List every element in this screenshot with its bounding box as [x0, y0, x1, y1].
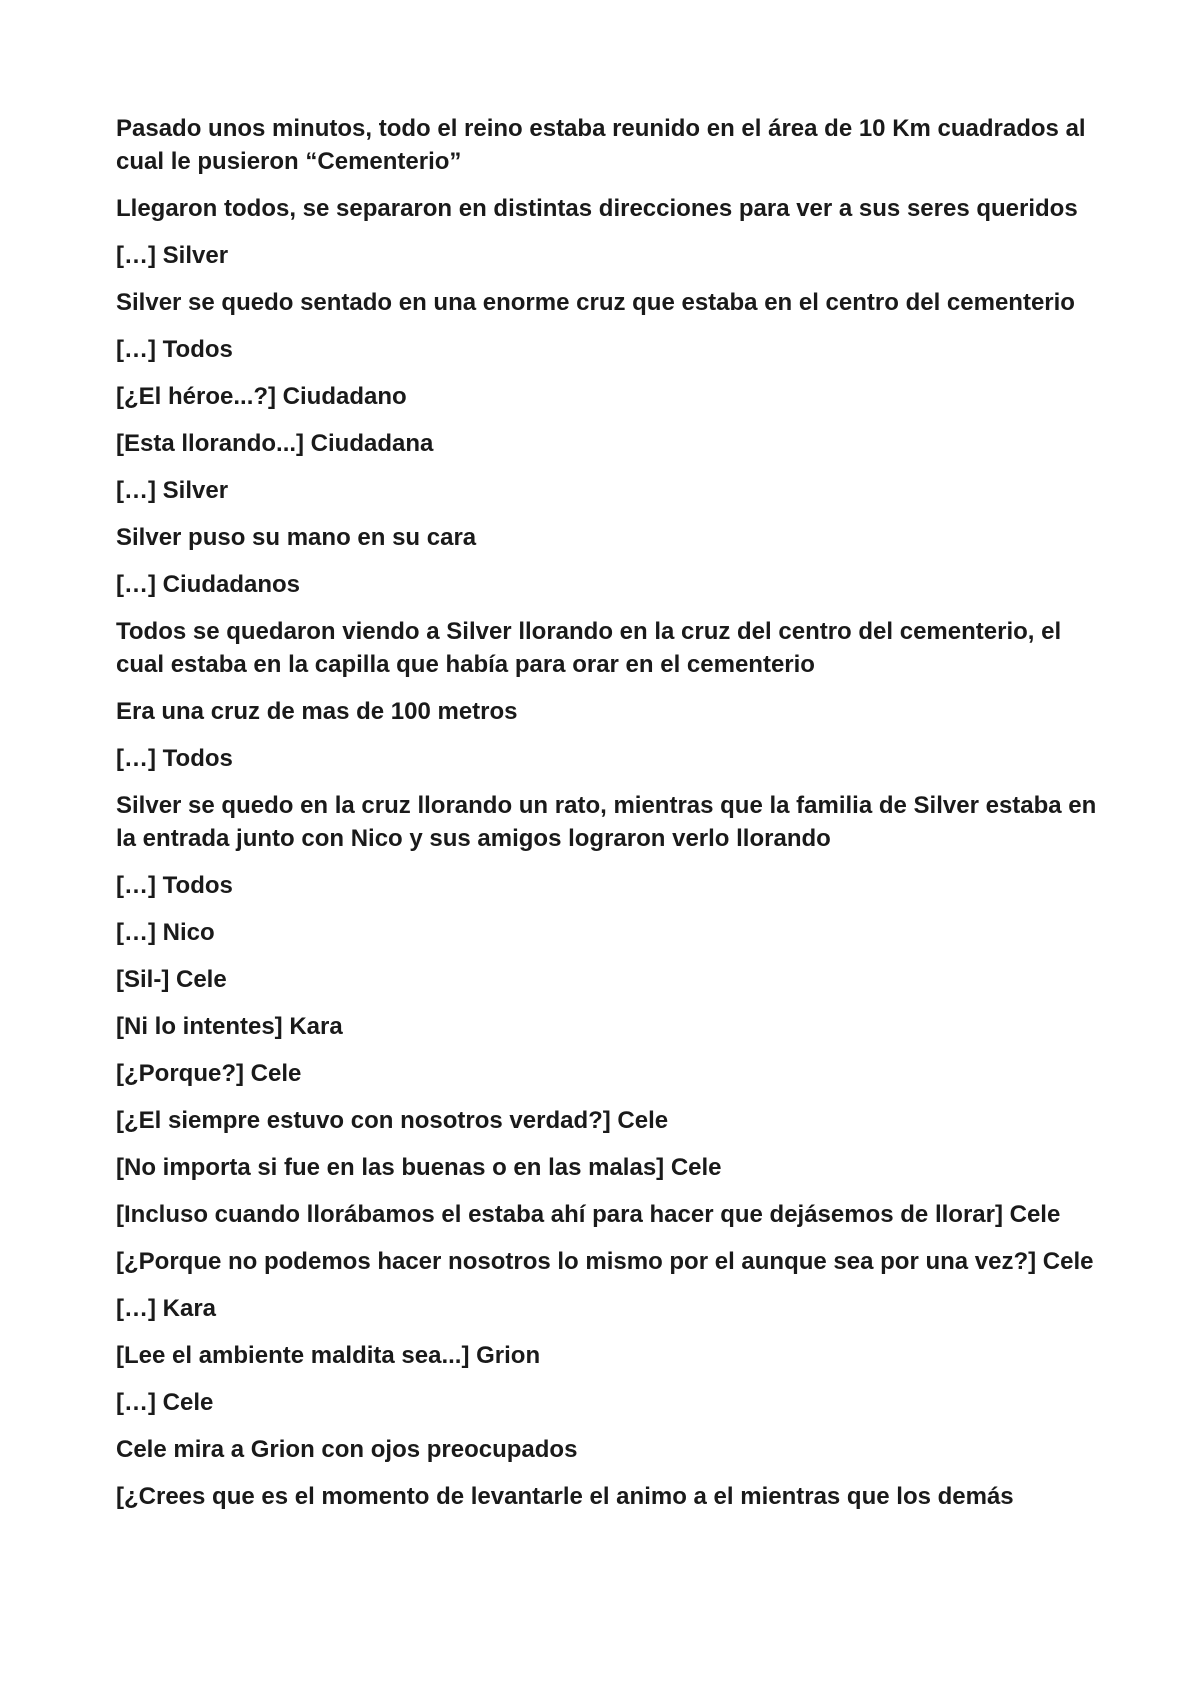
- paragraph: [¿Porque no podemos hacer nosotros lo mismo por el aunque sea por una vez?] Cele: [116, 1248, 1094, 1275]
- paragraph: [¿El siempre estuvo con nosotros verdad?] Cele: [116, 1107, 669, 1134]
- paragraph: [¿Crees que es el momento de levantarle el animo a el mientras que los demás: [116, 1483, 1014, 1510]
- paragraph: Todos se quedaron viendo a Silver llorando en la cruz del centro del cementerio, el cual estaba en la capilla que había para orar en el cementerio: [116, 618, 1062, 678]
- paragraph: […] Ciudadanos: [116, 571, 300, 598]
- paragraph: […] Silver: [116, 477, 229, 504]
- paragraph: Pasado unos minutos, todo el reino estaba reunido en el área de 10 Km cuadrados al cual le pusieron “Cementerio”: [116, 115, 1086, 175]
- paragraph: Era una cruz de mas de 100 metros: [116, 698, 518, 725]
- paragraph: […] Todos: [116, 872, 233, 899]
- paragraph: Silver se quedo en la cruz llorando un rato, mientras que la familia de Silver estaba en la entrada junto con Nico y sus amigos lograron verlo llorando: [116, 792, 1097, 852]
- paragraph: [¿El héroe...?] Ciudadano: [116, 383, 407, 410]
- paragraph: […] Nico: [116, 919, 215, 946]
- paragraph: [Ni lo intentes] Kara: [116, 1013, 343, 1040]
- paragraph: [Esta llorando...] Ciudadana: [116, 430, 434, 457]
- paragraph: […] Cele: [116, 1389, 214, 1416]
- paragraph: [Sil-] Cele: [116, 966, 227, 993]
- paragraph: Silver se quedo sentado en una enorme cruz que estaba en el centro del cementerio: [116, 289, 1075, 316]
- paragraph: […] Kara: [116, 1295, 217, 1322]
- paragraph: [¿Porque?] Cele: [116, 1060, 302, 1087]
- paragraph: Llegaron todos, se separaron en distintas direcciones para ver a sus seres queridos: [116, 195, 1078, 222]
- paragraph: Cele mira a Grion con ojos preocupados: [116, 1436, 578, 1463]
- paragraph: […] Todos: [116, 745, 233, 772]
- paragraph: [Lee el ambiente maldita sea...] Grion: [116, 1342, 541, 1369]
- paragraph: […] Todos: [116, 336, 233, 363]
- story-text: [116, 112, 1106, 1527]
- paragraph: [No importa si fue en las buenas o en las malas] Cele: [116, 1154, 722, 1181]
- paragraph: [Incluso cuando llorábamos el estaba ahí para hacer que dejásemos de llorar] Cele: [116, 1201, 1061, 1228]
- paragraph: […] Silver: [116, 242, 229, 269]
- paragraph: Silver puso su mano en su cara: [116, 524, 477, 551]
